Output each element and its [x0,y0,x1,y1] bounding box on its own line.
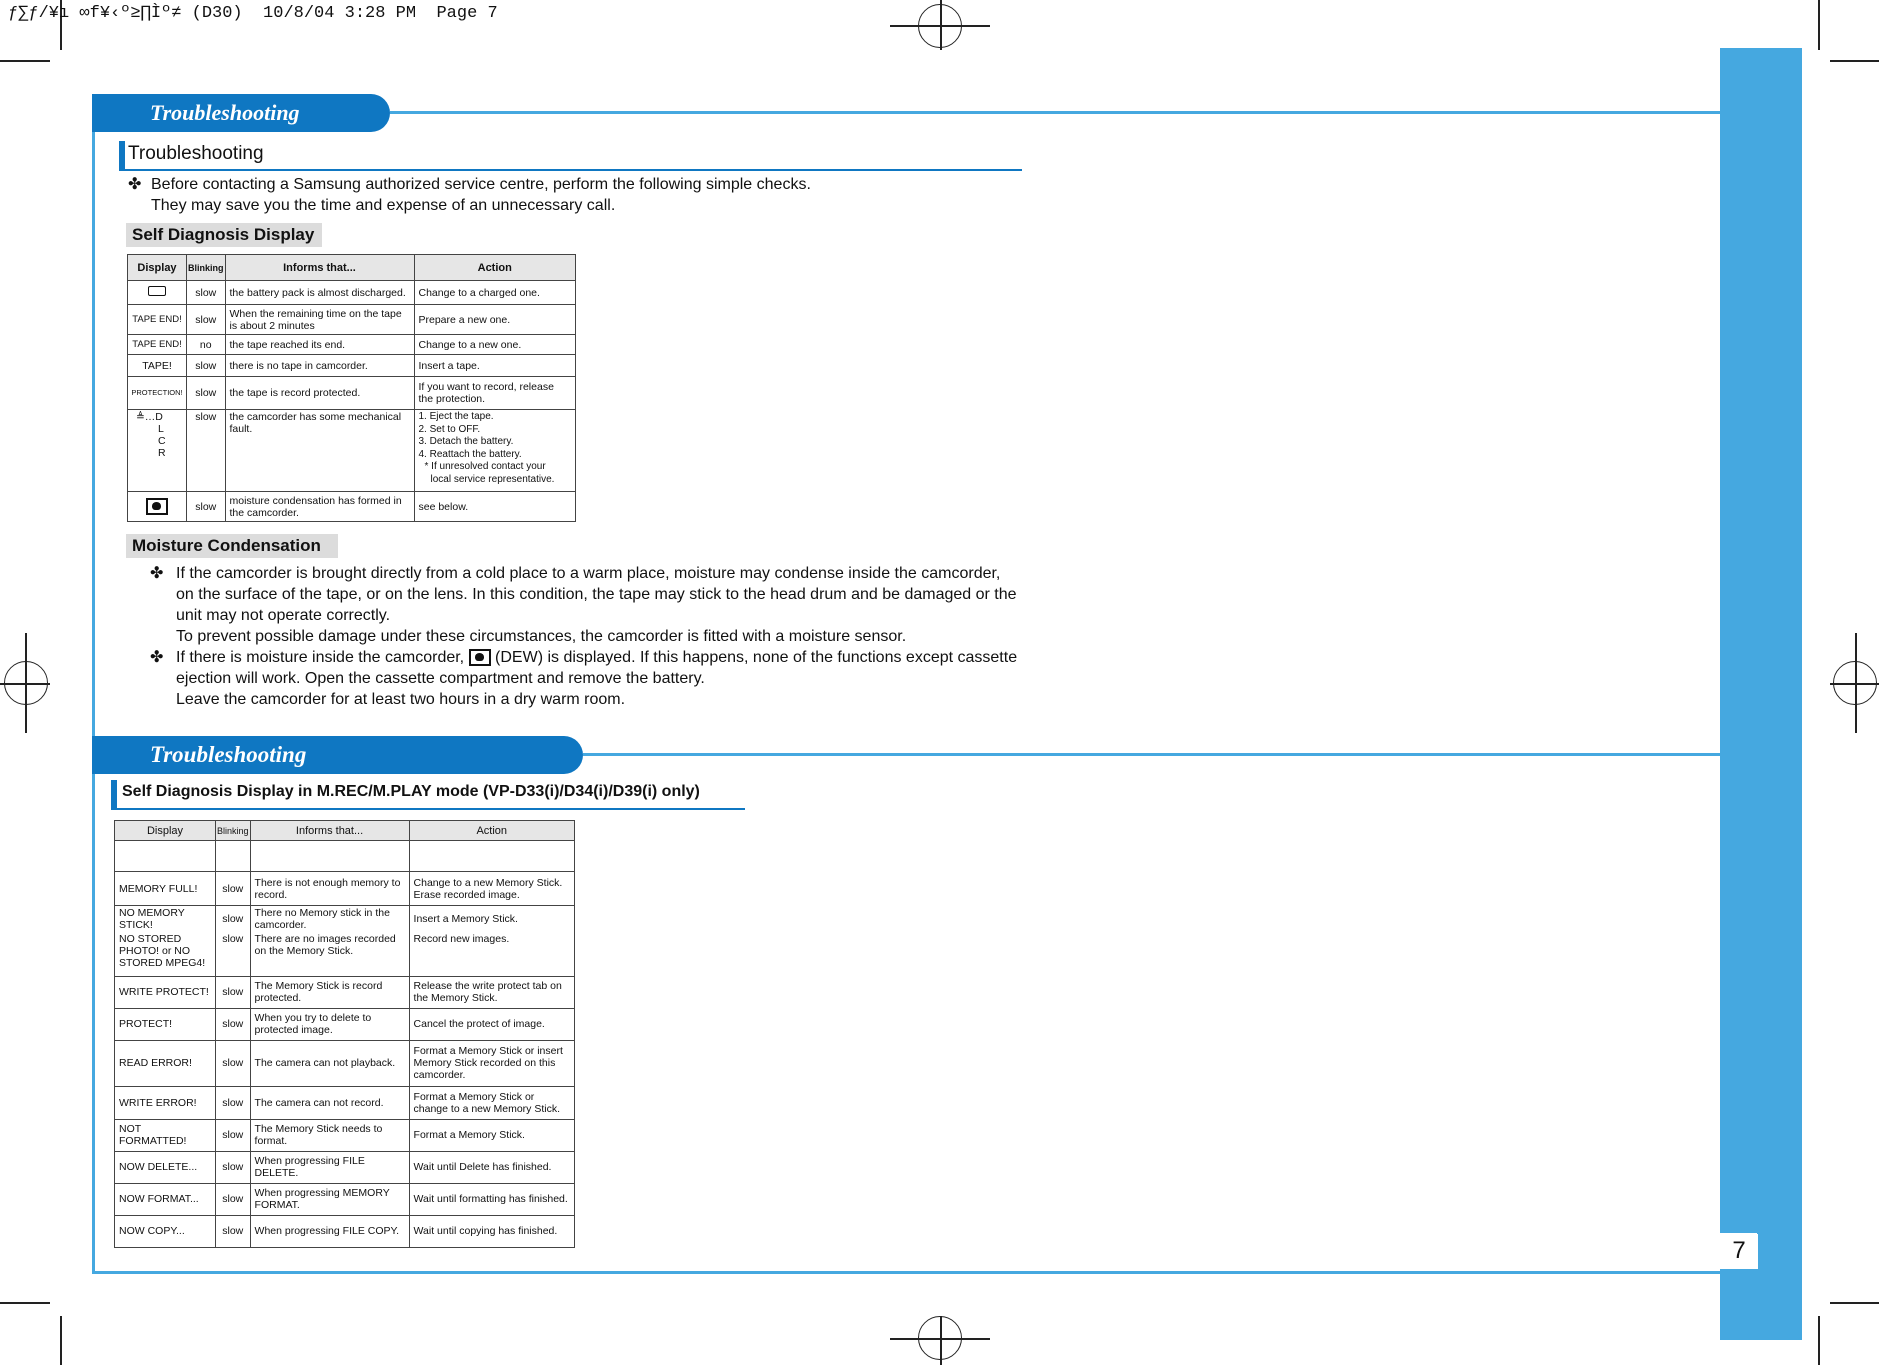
eject-dlcr-icon: ≜…D [136,411,163,423]
blink-cell: slow [216,1040,251,1086]
heading-underline [119,169,1022,171]
display-cell: PROTECTION! [128,377,187,410]
display-cell: NOW DELETE... [115,1151,216,1183]
display-cell: NO STORED PHOTO! or NO STORED MPEG4! [115,932,216,976]
table-row [115,841,575,872]
crop-mark [25,633,27,733]
moisture-line: ejection will work. Open the cassette compartment and remove the battery. [176,670,705,687]
action-cell: Change to a new one. [414,335,576,355]
action-cell: Prepare a new one. [414,305,576,335]
action-line: 4. Reattach the battery. [418,448,522,460]
table-row [115,1183,575,1215]
moisture-paragraph-1 [176,563,1017,647]
intro-line: Before contacting a Samsung authorized service centre, perform the following simple checks. [151,176,811,193]
informs-cell: The Memory Stick needs to format. [250,1119,409,1151]
table-row [115,1119,575,1151]
crop-mark [1830,1302,1879,1304]
col-header: Blinking [187,255,226,281]
action-cell: Insert a Memory Stick. [409,906,574,933]
informs-cell: There is not enough memory to record. [250,872,409,906]
table-row [115,1215,575,1247]
crop-mark [1855,633,1857,733]
heading-underline [111,808,745,810]
crop-mark [1818,0,1820,50]
memory-diag-table [114,820,575,1248]
page-title: Troubleshooting [128,143,264,164]
informs-cell: When you try to delete to protected image. [250,1008,409,1040]
table-row [115,976,575,1008]
table-row [115,932,575,976]
blink-cell: slow [187,305,226,335]
informs-cell: The Memory Stick is record protected. [250,976,409,1008]
action-cell: Record new images. [409,932,574,976]
action-cell: Change to a charged one. [414,281,576,305]
informs-cell: There are no images recorded on the Memory Stick. [250,932,409,976]
blink-cell: no [187,335,226,355]
print-slug: ƒ∑ƒ/¥ı ∞f¥‹º≥∏Ìº≠ (D30) 10/8/04 3:28 PM Page 7 [8,4,498,23]
informs-cell: The camera can not playback. [250,1040,409,1086]
blink-cell: slow [187,492,226,522]
dlcr-letter: R [158,447,166,459]
display-cell: NOT FORMATTED! [115,1119,216,1151]
crop-mark [60,1316,62,1365]
col-header: Display [115,821,216,841]
table-row [115,906,575,933]
section1-banner: Troubleshooting [92,94,390,132]
blink-cell: slow [216,906,251,933]
action-line: local service representative. [430,473,555,485]
table-row [115,1151,575,1183]
action-cell: Release the write protect tab on the Memory Stick. [409,976,574,1008]
action-line: 3. Detach the battery. [418,436,514,447]
action-cell: Format a Memory Stick or change to a new Memory Stick. [409,1086,574,1119]
blink-cell: slow [216,1086,251,1119]
section2-banner-line [583,753,1720,756]
action-cell: If you want to record, release the protection. [414,377,576,410]
blink-cell: slow [216,872,251,906]
moisture-title: Moisture Condensation [126,534,338,558]
blink-cell: slow [216,1215,251,1247]
section1-banner-line [390,111,1720,114]
display-cell: TAPE! [128,355,187,377]
dew-icon [469,649,491,666]
side-rail [1720,48,1802,1340]
col-header: Blinking [216,821,251,841]
crop-mark [0,60,50,62]
crop-mark [0,1302,50,1304]
blink-cell: slow [216,1008,251,1040]
action-cell: Wait until copying has finished. [409,1215,574,1247]
intro-text [151,174,811,216]
intro-line: They may save you the time and expense of an unnecessary call. [151,197,616,214]
action-cell [414,410,576,492]
dew-icon [146,498,168,515]
bullet-icon: ✤ [150,565,164,582]
informs-cell: moisture condensation has formed in the camcorder. [225,492,414,522]
blink-cell: slow [216,1151,251,1183]
col-header: Display [128,255,187,281]
informs-cell: The camera can not record. [250,1086,409,1119]
frame-right [1757,110,1760,1234]
blink-cell: slow [216,976,251,1008]
blink-cell: slow [216,1183,251,1215]
display-cell: TAPE END! [128,335,187,355]
dlcr-letter: L [158,423,164,435]
moisture-line [176,647,1017,668]
battery-icon [148,286,166,296]
blink-cell: slow [187,281,226,305]
informs-cell: the camcorder has some mechanical fault. [225,410,414,492]
display-cell [128,492,187,522]
dlcr-letter: C [158,435,166,447]
display-cell: NOW COPY... [115,1215,216,1247]
display-cell: WRITE PROTECT! [115,976,216,1008]
bullet-icon: ✤ [150,649,164,666]
col-header: Action [409,821,574,841]
display-cell [128,281,187,305]
table-row [115,872,575,906]
moisture-paragraph-2 [176,647,1017,710]
bullet-icon: ✤ [128,176,142,193]
display-cell: NOW FORMAT... [115,1183,216,1215]
action-line: 1. Eject the tape. [418,411,494,422]
blink-cell: slow [216,932,251,976]
action-cell: Wait until formatting has finished. [409,1183,574,1215]
moisture-text: (DEW) is displayed. If this happens, none of the functions except cassette [495,649,1018,666]
table-row [128,410,576,492]
crop-mark [940,1316,942,1365]
informs-cell: There no Memory stick in the camcorder. [250,906,409,933]
table-row [128,335,576,355]
action-cell: Format a Memory Stick. [409,1119,574,1151]
display-cell [128,410,187,492]
action-line: 2. Set to OFF. [418,423,481,435]
display-cell: PROTECT! [115,1008,216,1040]
section2-heading: Self Diagnosis Display in M.REC/M.PLAY mode (VP-D33(i)/D34(i)/D39(i) only) [122,783,700,800]
heading-marker [111,780,117,809]
cell [250,841,409,872]
display-cell: NO MEMORY STICK! [115,906,216,933]
cell [115,841,216,872]
table-row [128,305,576,335]
table-row [115,1086,575,1119]
action-cell: Format a Memory Stick or insert Memory Stick recorded on this camcorder. [409,1040,574,1086]
moisture-line: Leave the camcorder for at least two hours in a dry warm room. [176,691,626,708]
self-diag-table [127,254,576,522]
blink-cell: slow [187,377,226,410]
moisture-text: If there is moisture inside the camcorder, [176,649,465,666]
action-cell: Cancel the protect of image. [409,1008,574,1040]
col-header: Action [414,255,576,281]
action-line: * If unresolved contact your [424,461,546,472]
action-cell: see below. [414,492,576,522]
crop-mark [1830,60,1879,62]
informs-cell: When progressing MEMORY FORMAT. [250,1183,409,1215]
cell [409,841,574,872]
table-row [115,1008,575,1040]
display-cell: TAPE END! [128,305,187,335]
frame-bottom [92,1271,1720,1274]
section2-banner: Troubleshooting [92,736,583,774]
action-cell: Insert a tape. [414,355,576,377]
col-header: Informs that... [225,255,414,281]
moisture-line: on the surface of the tape, or on the lens. In this condition, the tape may stick to the head drum and be damaged or the [176,586,1017,603]
informs-cell: When progressing FILE COPY. [250,1215,409,1247]
action-cell: Change to a new Memory Stick. Erase recorded image. [409,872,574,906]
table-row [128,377,576,410]
moisture-line: To prevent possible damage under these circumstances, the camcorder is fitted with a moisture sensor. [176,628,907,645]
table-row [128,281,576,305]
informs-cell: there is no tape in camcorder. [225,355,414,377]
blink-cell: slow [187,355,226,377]
informs-cell: the tape is record protected. [225,377,414,410]
table-row [128,492,576,522]
col-header: Informs that... [250,821,409,841]
informs-cell: the tape reached its end. [225,335,414,355]
display-cell: WRITE ERROR! [115,1086,216,1119]
table-row [128,355,576,377]
heading-marker [119,141,125,170]
frame-left [92,110,95,1274]
table-row [115,1040,575,1086]
self-diag-title: Self Diagnosis Display [126,223,322,247]
blink-cell: slow [187,410,226,492]
moisture-line: unit may not operate correctly. [176,607,391,624]
action-cell: Wait until Delete has finished. [409,1151,574,1183]
display-cell: MEMORY FULL! [115,872,216,906]
informs-cell: When progressing FILE DELETE. [250,1151,409,1183]
blink-cell: slow [216,1119,251,1151]
informs-cell: When the remaining time on the tape is about 2 minutes [225,305,414,335]
display-cell: READ ERROR! [115,1040,216,1086]
page-number: 7 [1720,1233,1758,1269]
cell [216,841,251,872]
informs-cell: the battery pack is almost discharged. [225,281,414,305]
crop-mark [1818,1316,1820,1365]
crop-mark [940,0,942,50]
moisture-line: If the camcorder is brought directly from a cold place to a warm place, moisture may condense inside the camcorder, [176,565,1001,582]
